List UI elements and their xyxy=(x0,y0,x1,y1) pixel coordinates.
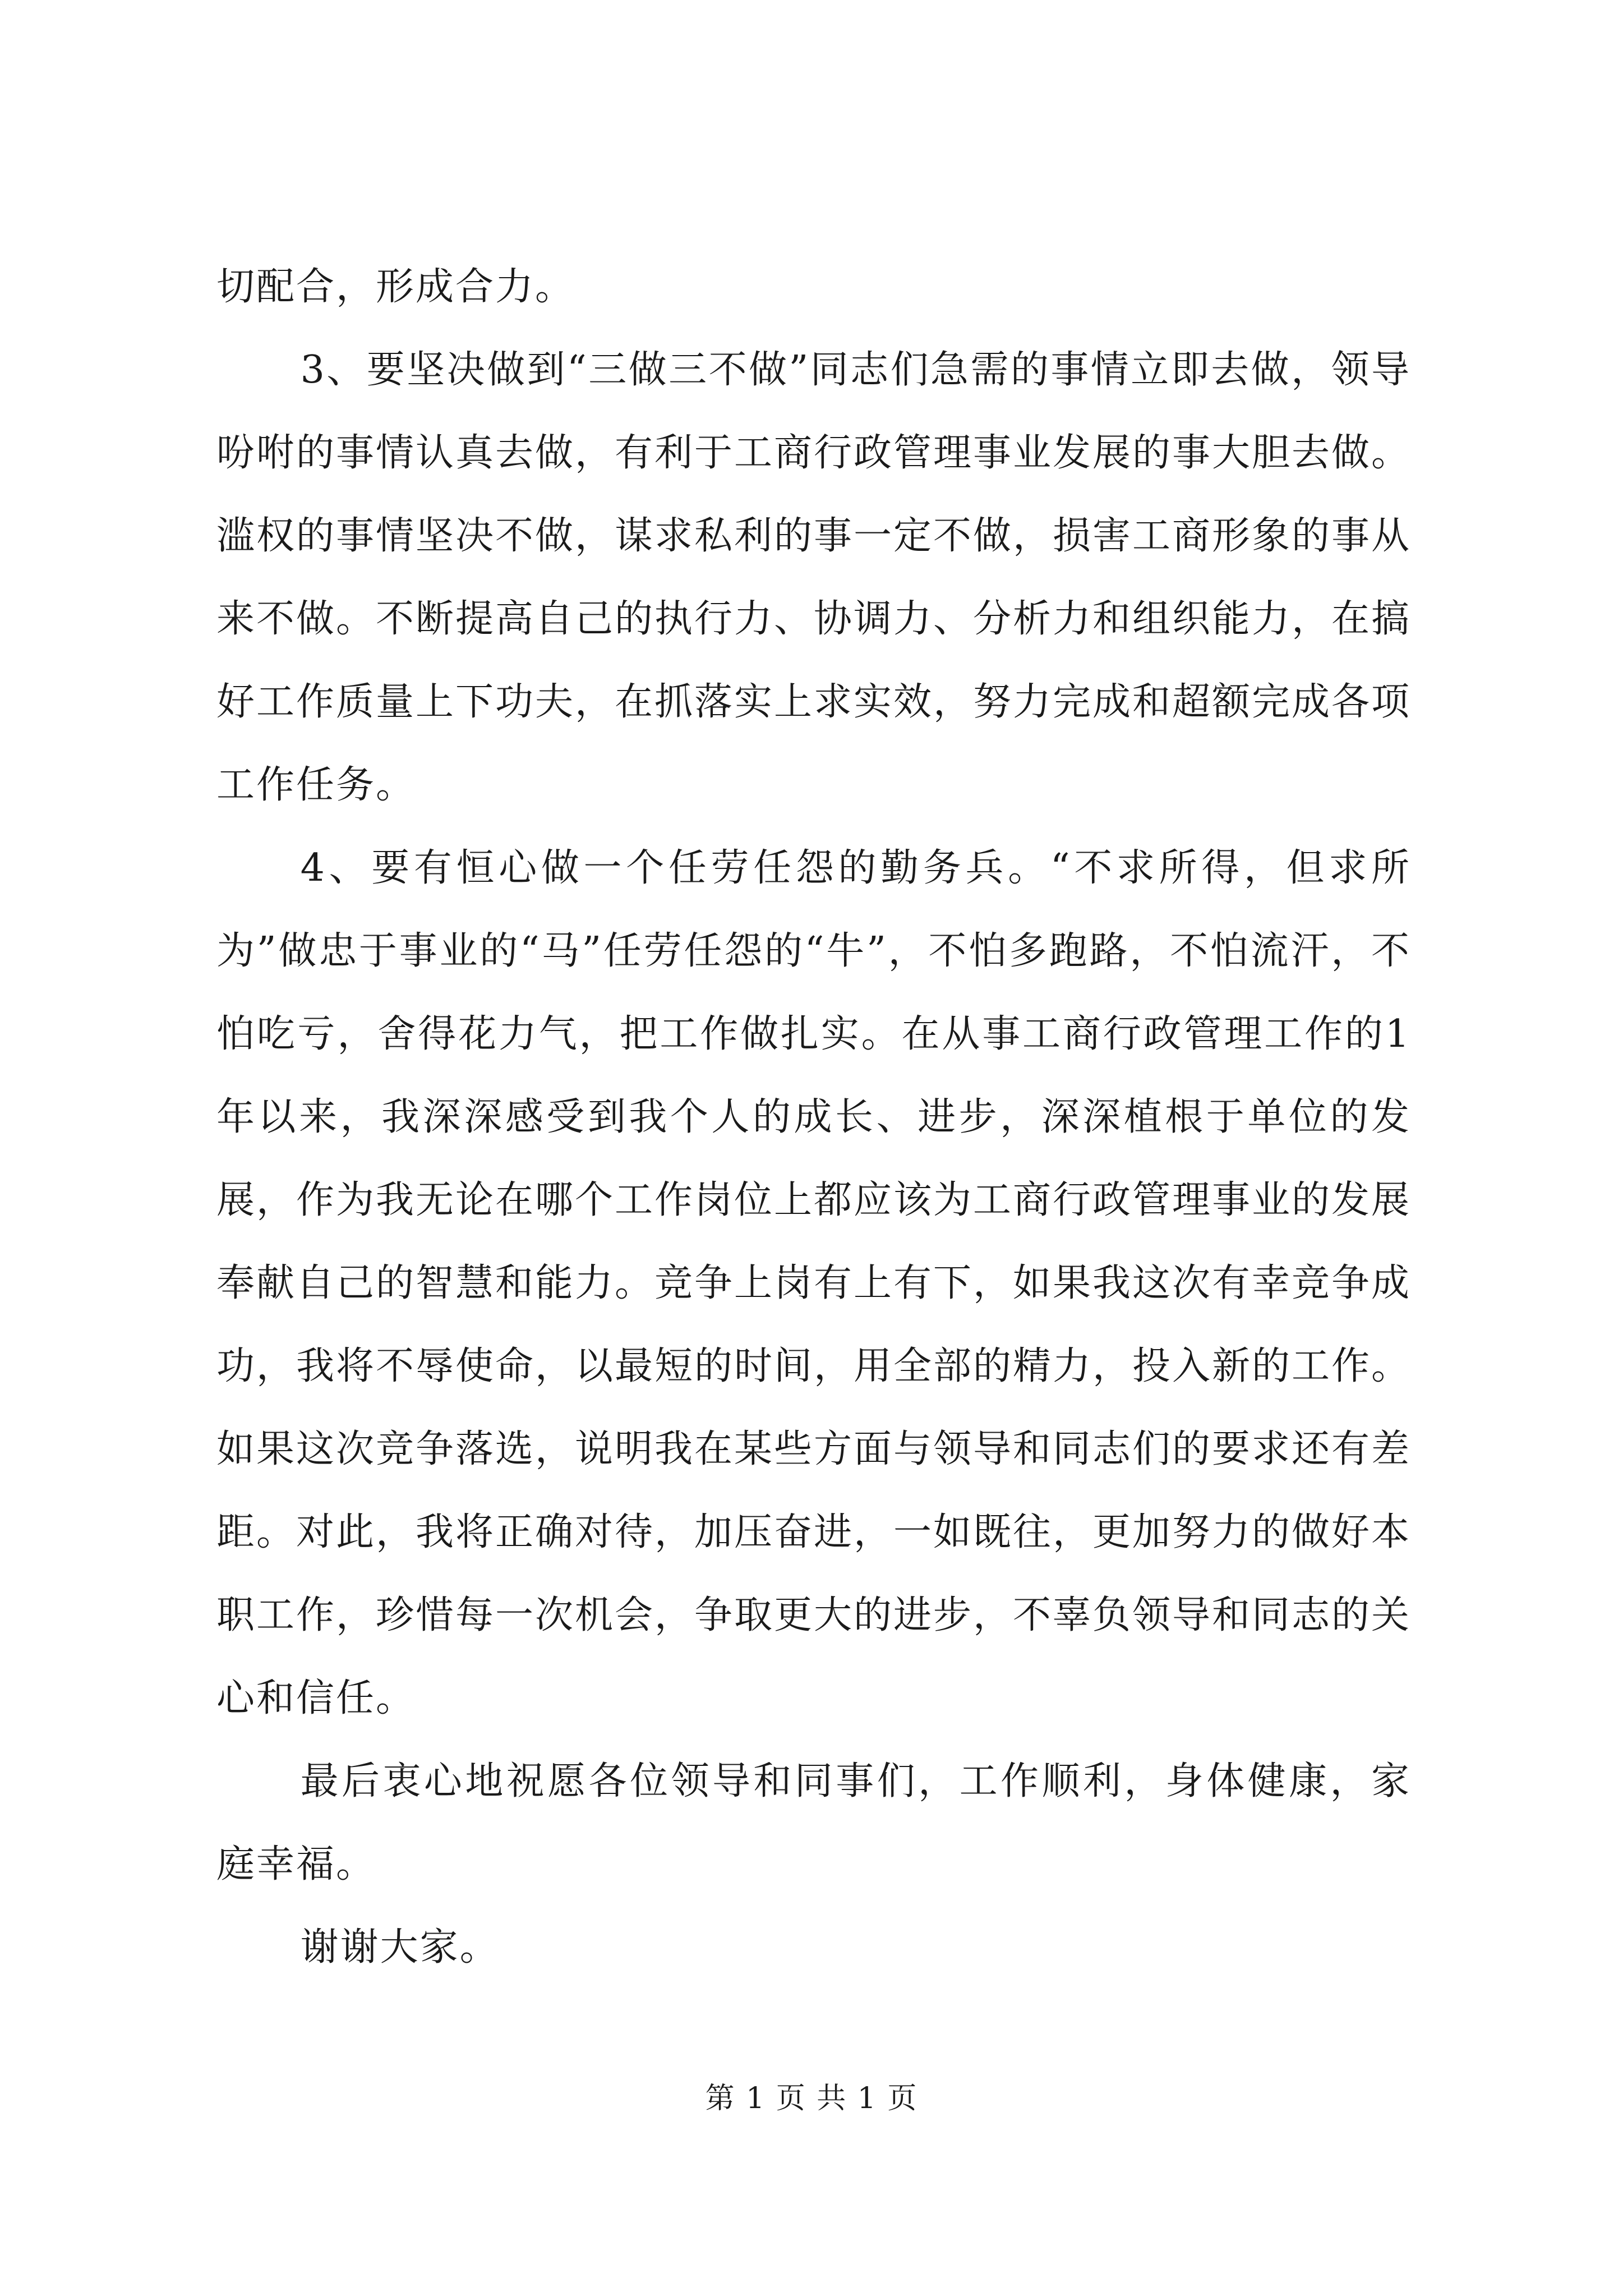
paragraph-2: 3、要坚决做到“三做三不做”同志们急需的事情立即去做，领导吩咐的事情认真去做，有利于工商行政管理事业发展的事大胆去做。滥权的事情坚决不做，谋求私利的事一定不做，损害工商形象的事从来不做。不断提高自己的执行力、协调力、分析力和组织能力，在搞好工作质量上下功夫，在抓落实上求实效，努力完成和超额完成各项工作任务。 xyxy=(216,348,1412,807)
document-body xyxy=(216,246,1411,1989)
paragraph-5: 谢谢大家。 xyxy=(300,1925,500,1970)
paragraph-4: 最后衷心地祝愿各位领导和同事们，工作顺利，身体健康，家庭幸福。 xyxy=(216,1759,1411,1887)
page-number-footer: 第 1 页 共 1 页 xyxy=(705,2082,918,2115)
paragraph-3: 4、要有恒心做一个任劳任怨的勤务兵。“不求所得，但求所为”做忠于事业的“马”任劳任怨的“牛”，不怕多跑路，不怕流汗，不怕吃亏，舍得花力气，把工作做扎实。在从事工商行政管理工作的1年以来，我深深感受到我个人的成长、进步，深深植根于单位的发展，作为我无论在哪个工作岗位上都应该为工商行政管理事业的发展奉献自己的智慧和能力。竞争上岗有上有下，如果我这次有幸竞争成功，我将不辱使命，以最短的时间，用全部的精力，投入新的工作。如果这次竞争落选，说明我在某些方面与领导和同志们的要求还有差距。对此，我将正确对待，加压奋进，一如既往，更加努力的做好本职工作，珍惜每一次机会，争取更大的进步，不辜负领导和同志的关心和信任。 xyxy=(216,846,1412,1720)
paragraph-1: 切配合，形成合力。 xyxy=(216,265,575,309)
